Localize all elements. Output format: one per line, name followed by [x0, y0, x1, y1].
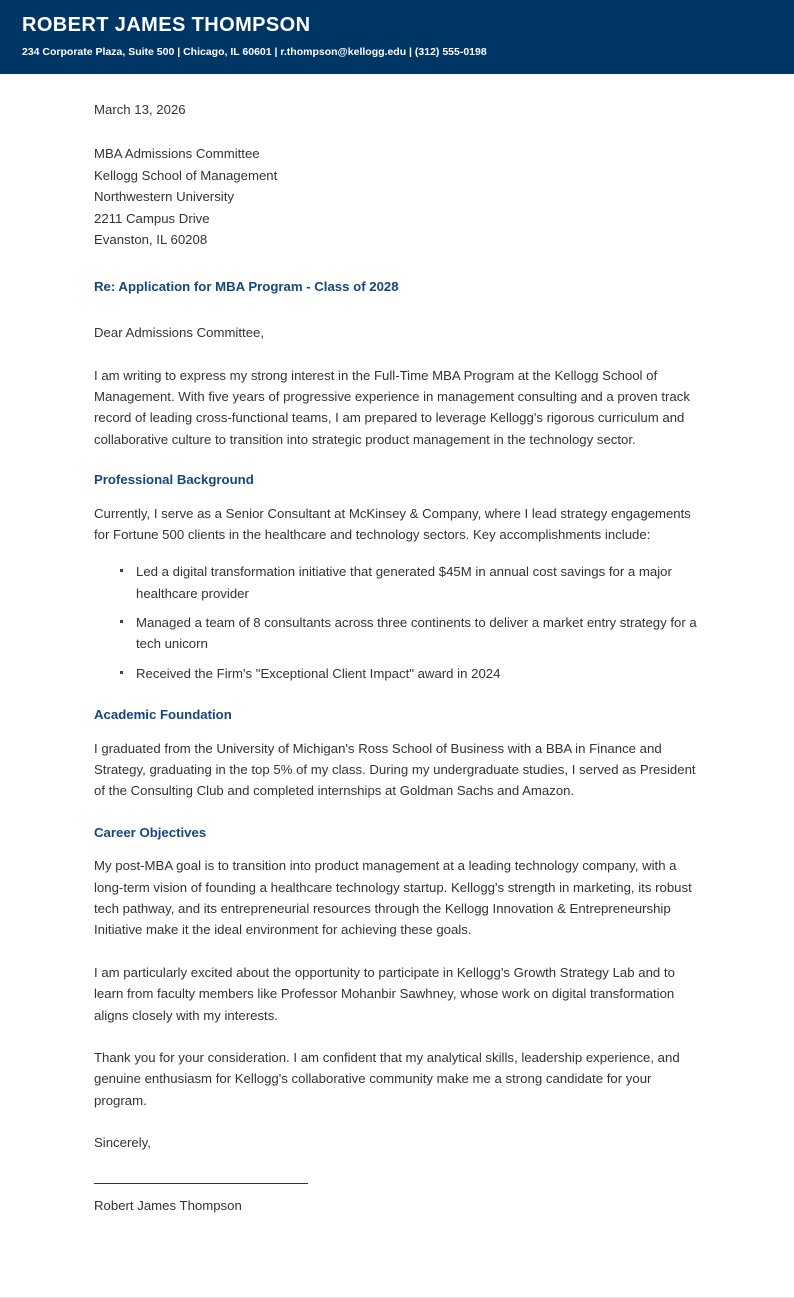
accomplishments-list: [94, 561, 697, 684]
signature-block: [94, 1183, 697, 1216]
closing-paragraph-1: I am particularly excited about the opportunity to participate in Kellogg's Growth Strategy Lab and to learn from faculty members like Professor Mohanbir Sawhney, whose work on digital transformation aligns closely with my interests.: [94, 964, 675, 1023]
recipient-line-3: Northwestern University: [94, 189, 234, 205]
letter-content: [0, 74, 794, 1286]
signature-name: Robert James Thompson: [94, 1197, 242, 1213]
salutation: Dear Admissions Committee,: [94, 324, 265, 340]
subject-line: Re: Application for MBA Program - Class of 2028: [94, 279, 399, 295]
opening-paragraph: I am writing to express my strong interest in the Full-Time MBA Program at the Kellogg School of Management. With five years of progressive experience in management consulting and a proven track record of leading cross-functional teams, I am prepared to leverage Kellogg's rigorous curriculum and collaborative culture to transition into strategic product management in the technology sector.: [94, 367, 690, 447]
list-item: Received the Firm's "Exceptional Client Impact" award in 2024: [120, 663, 697, 684]
closing-paragraph-2: Thank you for your consideration. I am confident that my analytical skills, leadership experience, and genuine enthusiasm for Kellogg's collaborative community make me a strong candidate for your program.: [94, 1049, 680, 1108]
closing-salutation: Sincerely,: [94, 1135, 151, 1150]
section-heading-career-objectives: Career Objectives: [94, 824, 207, 840]
section-paragraph-professional-background: Currently, I serve as a Senior Consultant at McKinsey & Company, where I lead strategy engagements for Fortune 500 clients in the healthcare and technology sectors. Key accomplishments include:: [94, 505, 691, 542]
list-item: Led a digital transformation initiative that generated $45M in annual cost savings for a major healthcare provider: [120, 561, 697, 604]
letterhead-banner: [0, 0, 794, 74]
section-paragraph-academic-foundation: I graduated from the University of Michigan's Ross School of Business with a BBA in Finance and Strategy, graduating in the top 5% of my class. During my undergraduate studies, I served as President of the Consulting Club and completed internships at Goldman Sachs and Amazon.: [94, 740, 696, 799]
section-heading-professional-background: Professional Background: [94, 472, 254, 488]
section-paragraph-career-objectives: My post-MBA goal is to transition into product management at a leading technology company, with a long-term vision of founding a healthcare technology startup. Kellogg's strength in marketing, its robust tech pathway, and its entrepreneurial resources through the Kellogg Innovation & Entrepreneurship Initiative make it the ideal environment for achieving these goals.: [94, 858, 692, 938]
recipient-address-block: [94, 143, 697, 250]
applicant-contact-line: 234 Corporate Plaza, Suite 500 | Chicago, IL 60601 | r.thompson@kellogg.edu | (312) 555-0198: [22, 46, 487, 58]
recipient-line-5: Evanston, IL 60208: [94, 231, 208, 247]
list-item: Managed a team of 8 consultants across three continents to deliver a market entry strategy for a tech unicorn: [120, 612, 697, 655]
signature-line: [94, 1183, 308, 1184]
recipient-line-2: Kellogg School of Management: [94, 167, 278, 183]
recipient-line-4: 2211 Campus Drive: [94, 210, 210, 226]
section-heading-academic-foundation: Academic Foundation: [94, 707, 232, 723]
letter-date: March 13, 2026: [94, 101, 186, 117]
recipient-line-1: MBA Admissions Committee: [94, 146, 260, 162]
applicant-name: ROBERT JAMES THOMPSON: [22, 14, 311, 36]
page-bottom-spacer: [94, 1216, 697, 1286]
